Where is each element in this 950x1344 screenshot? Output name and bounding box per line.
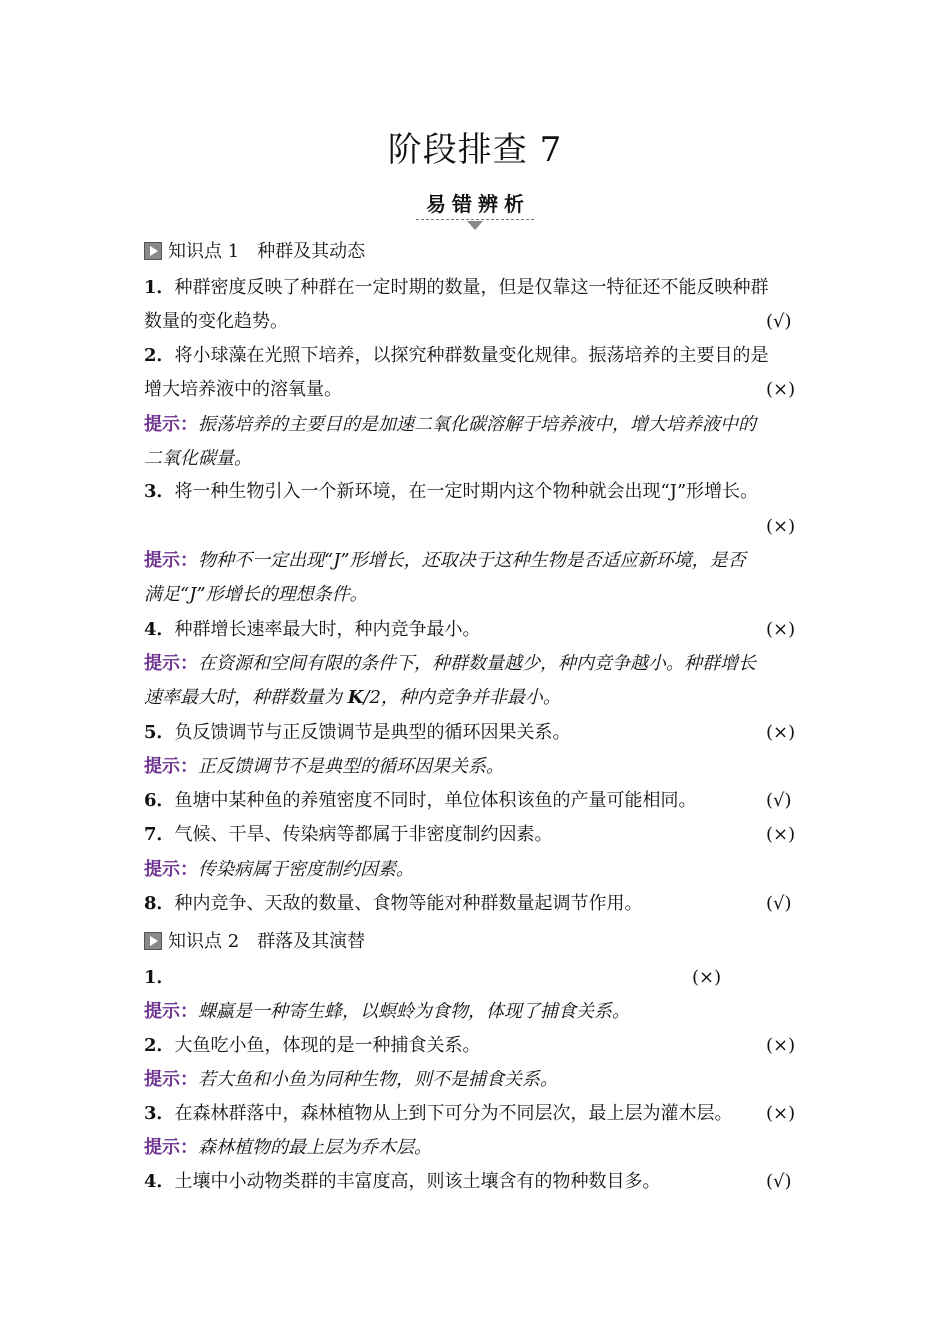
answer-mark: (×)	[766, 1035, 796, 1056]
subtitle-triangle-icon	[467, 221, 483, 230]
question-1-6	[144, 789, 814, 813]
question-text: 土壤中小动物类群的丰富度高，则该土壤含有的物种数目多。	[174, 1171, 661, 1192]
section-header-1	[144, 240, 365, 264]
section-header-2	[144, 930, 365, 954]
question-text: 气候、干旱、传染病等都属于非密度制约因素。	[174, 824, 553, 845]
answer-mark: (√)	[766, 790, 792, 811]
question-number: 5．	[144, 722, 175, 743]
question-text: 大鱼吃小鱼，体现的是一种捕食关系。	[174, 1035, 481, 1056]
section-label: 知识点 1	[168, 241, 240, 262]
question-text: 增大培养液中的溶氧量。	[144, 379, 342, 400]
answer-mark: (×)	[766, 516, 796, 537]
question-number: 4．	[144, 1171, 175, 1192]
hint-2-2	[144, 1068, 814, 1092]
hint-1-4-cont	[144, 686, 814, 710]
question-2-3	[144, 1102, 814, 1126]
hint-1-3	[144, 549, 814, 573]
section-label: 知识点 2	[168, 931, 240, 952]
question-number: 2．	[144, 345, 175, 366]
hint-text: 传染病属于密度制约因素。	[198, 859, 414, 880]
question-1-3	[144, 480, 814, 504]
question-2-4	[144, 1170, 814, 1194]
question-1-1-cont	[144, 310, 814, 334]
question-number: 1．	[144, 967, 175, 988]
question-number: 1．	[144, 277, 175, 298]
play-icon	[144, 242, 162, 260]
answer-mark: (√)	[766, 311, 792, 332]
page-title: 阶段排查 7	[387, 130, 563, 170]
hint-1-2-cont	[144, 447, 814, 471]
question-number: 3．	[144, 1103, 175, 1124]
question-1-8	[144, 892, 814, 916]
question-2-2	[144, 1034, 814, 1058]
answer-mark: (×)	[766, 722, 796, 743]
hint-1-5	[144, 755, 814, 779]
hint-1-7	[144, 858, 814, 882]
question-text: 鱼塘中某种鱼的养殖密度不同时，单位体积该鱼的产量可能相同。	[174, 790, 697, 811]
question-text: 种群增长速率最大时，种内竞争最小。	[174, 619, 481, 640]
hint-text: 二氧化碳量。	[144, 448, 252, 469]
hint-label: 提示：	[144, 1069, 198, 1090]
hint-1-3-cont	[144, 583, 814, 607]
question-number: 7．	[144, 824, 175, 845]
question-1-2	[144, 344, 814, 368]
question-1-2-cont	[144, 378, 814, 402]
hint-label: 提示：	[144, 1137, 198, 1158]
hint-text: 振荡培养的主要目的是加速二氧化碳溶解于培养液中，增大培养液中的	[198, 414, 756, 435]
question-1-7	[144, 823, 814, 847]
section-name: 群落及其演替	[257, 931, 366, 952]
subtitle	[416, 188, 534, 220]
hint-2-1	[144, 1000, 814, 1024]
answer-mark: (×)	[766, 379, 796, 400]
question-number: 4．	[144, 619, 175, 640]
question-number: 2．	[144, 1035, 175, 1056]
subtitle-wrap	[0, 188, 950, 220]
hint-text: 若大鱼和小鱼为同种生物，则不是捕食关系。	[198, 1069, 558, 1090]
hint-label: 提示：	[144, 1001, 198, 1022]
answer-mark: (×)	[766, 619, 796, 640]
subtitle-text: 易错辨析	[426, 192, 530, 216]
play-icon	[144, 932, 162, 950]
section-name: 种群及其动态	[257, 241, 366, 262]
question-1-4	[144, 618, 814, 642]
question-text: 负反馈调节与正反馈调节是典型的循环因果关系。	[174, 722, 571, 743]
hint-text: 蜾蠃是一种寄生蜂，以螟蛉为食物，体现了捕食关系。	[198, 1001, 630, 1022]
hint-label: 提示：	[144, 653, 198, 674]
answer-mark: (×)	[692, 967, 722, 988]
answer-mark: (√)	[766, 893, 792, 914]
question-text: 种群密度反映了种群在一定时期的数量，但是仅靠这一特征还不能反映种群	[174, 277, 769, 298]
question-number: 8．	[144, 893, 175, 914]
hint-label: 提示：	[144, 550, 198, 571]
hint-1-4	[144, 652, 814, 676]
question-text: 将一种生物引入一个新环境，在一定时期内这个物种就会出现“J”形增长。	[174, 481, 759, 502]
answer-mark: (×)	[766, 1103, 796, 1124]
answer-mark: (√)	[766, 1171, 792, 1192]
answer-mark: (×)	[766, 824, 796, 845]
hint-text: 速率最大时，种群数量为	[144, 687, 348, 708]
hint-label: 提示：	[144, 756, 198, 777]
question-number: 6．	[144, 790, 175, 811]
hint-text: 满足“J”形增长的理想条件。	[144, 584, 368, 605]
question-text: 将小球藻在光照下培养，以探究种群数量变化规律。振荡培养的主要目的是	[174, 345, 769, 366]
question-number: 3．	[144, 481, 175, 502]
hint-text: 正反馈调节不是典型的循环因果关系。	[198, 756, 504, 777]
question-text: 数量的变化趋势。	[144, 311, 288, 332]
hint-text: 物种不一定出现“J”形增长，还取决于这种生物是否适应新环境，是否	[198, 550, 746, 571]
hint-label: 提示：	[144, 859, 198, 880]
hint-text: 在资源和空间有限的条件下，种群数量越少，种内竞争越小。种群增长	[198, 653, 756, 674]
question-1-5	[144, 721, 814, 745]
question-text: 在森林群落中，森林植物从上到下可分为不同层次，最上层为灌木层。	[174, 1103, 733, 1124]
hint-label: 提示：	[144, 414, 198, 435]
question-text: 种内竞争、天敌的数量、食物等能对种群数量起调节作用。	[174, 893, 643, 914]
hint-text: 森林植物的最上层为乔木层。	[198, 1137, 432, 1158]
hint-2-3	[144, 1136, 814, 1160]
hint-variable-k: K	[347, 687, 364, 708]
hint-1-2	[144, 413, 814, 437]
hint-text: /2，种内竞争并非最小。	[363, 687, 561, 708]
question-1-1	[144, 276, 814, 300]
